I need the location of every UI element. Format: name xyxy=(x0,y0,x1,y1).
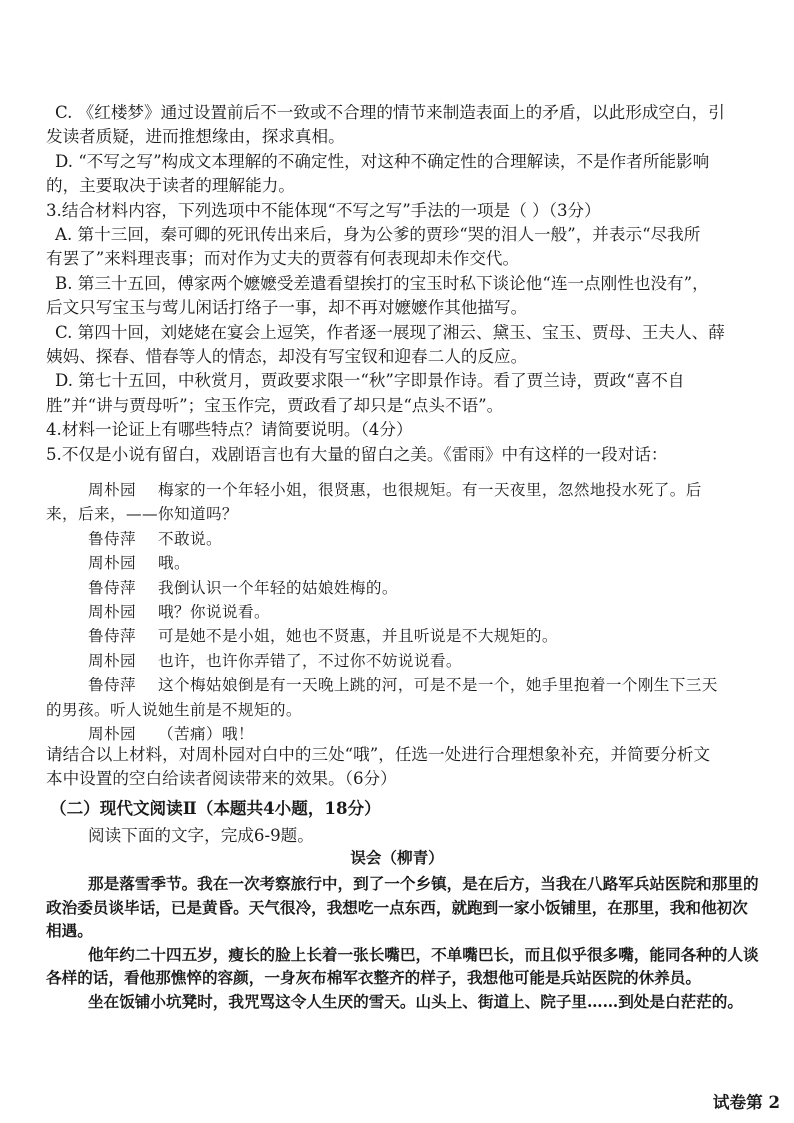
dialogue-text: 这个梅姑娘倒是有一天晚上跳的河，可是不是一个，她手里抱着一个刚生下三天 xyxy=(158,676,718,695)
speaker-name: 周朴园 xyxy=(88,603,136,622)
dialogue-line xyxy=(46,576,762,600)
speaker-name: 周朴园 xyxy=(88,651,136,670)
reading-instruction: 阅读下面的文字，完成6-9题。 xyxy=(88,826,314,845)
dialogue-text: 哦？你说说看。 xyxy=(158,603,270,622)
question-5-task-line2: 本中设置的空白给读者阅读带来的效果。（6分） xyxy=(46,769,397,789)
dialogue-text: 不敢说。 xyxy=(158,529,222,548)
speaker-name: 周朴园 xyxy=(88,554,136,573)
question-4: 4.材料一论证上有哪些特点？请简要说明。（4分） xyxy=(46,420,413,440)
option-q2-d-line2: 的，主要取决于读者的理解能力。 xyxy=(46,176,295,196)
question-5-task-line1: 请结合以上材料，对周朴园对白中的三处“哦”，任选一处进行合理想象补充，并简要分析文 xyxy=(46,745,711,764)
speaker-name: 周朴园 xyxy=(88,725,136,744)
question-block-upper xyxy=(46,101,766,467)
dialogue-line xyxy=(46,600,762,624)
dialogue-text: 也许，也许你弄错了，不过你不妨说说看。 xyxy=(158,651,462,670)
speaker-name: 鲁侍萍 xyxy=(88,529,136,548)
dialogue-text: 的男孩。听人说她生前是不规矩的。 xyxy=(46,700,302,719)
dialogue-line xyxy=(46,673,762,697)
dialogue-text: （苦痛）哦！ xyxy=(158,725,254,744)
dialogue-text: 哦。 xyxy=(158,554,190,573)
question-5-task xyxy=(46,743,764,792)
option-q2-d-line1: D. “不写之写”构成文本理解的不确定性，对这种不确定性的合理解读，不是作者所能影响 xyxy=(55,151,710,171)
story-title: 误会（柳青） xyxy=(350,848,444,867)
speaker-name: 鲁侍萍 xyxy=(88,578,136,597)
option-q3-d-line1: D. 第七十五回，中秋赏月，贾政要求限一“秋”字即景作诗。看了贾兰诗，贾政“喜不自 xyxy=(55,371,685,391)
section-title: （二）现代文阅读Ⅱ（本题共4小题，18分） xyxy=(50,798,381,818)
option-q3-c-line2: 姨妈、探春、惜春等人的情态，却没有写宝钗和迎春二人的反应。 xyxy=(46,347,528,367)
story-paragraph: 那是落雪季节。我在一次考察旅行中，到了一个乡镇，是在后方，当我在八路军兵站医院和那里的政治委员谈毕话，已是黄昏。天气很冷，我想吃一点东西，就跑到一家小饭铺里，在那里，我和他初次相遇。 xyxy=(46,874,759,941)
speaker-name: 周朴园 xyxy=(88,481,136,499)
story-body xyxy=(46,872,762,1014)
option-q3-a-line2: 有罢了”来料理丧事；而对作为丈夫的贾蓉有何表现却未作交代。 xyxy=(46,249,520,269)
option-q3-a-line1: A. 第十三回，秦可卿的死讯传出来后，身为公爹的贾珍“哭的泪人一般”，并表示“尽我所 xyxy=(55,225,701,245)
page-footer: 试卷第 2 xyxy=(712,1092,780,1112)
dialogue-text: 来，后来，——你知道吗？ xyxy=(46,505,238,524)
dialogue-text: 我倒认识一个年轻的姑娘姓梅的。 xyxy=(158,578,398,597)
story-paragraph: 坐在饭铺小坑凳时，我咒骂这令人生厌的雪天。山头上、街道上、院子里……到处是白茫茫的。 xyxy=(88,991,743,1011)
option-q3-b-line2: 后文只写宝玉与莺儿闲话打络子一事，却不再对嬷嬷作其他描写。 xyxy=(46,298,528,318)
dialogue-line xyxy=(46,698,762,722)
dialogue-line xyxy=(46,502,762,526)
dialogue-line xyxy=(46,478,762,502)
dialogue-line xyxy=(46,624,762,648)
dialogue-line xyxy=(46,649,762,673)
option-q3-b-line1: B. 第三十五回，傅家两个嬷嬷受差遣看望挨打的宝玉时私下谈论他“连一点刚性也没有”， xyxy=(55,273,709,293)
dialogue-text: 可是她不是小姐，她也不贤惠，并且听说是不大规矩的。 xyxy=(158,627,558,646)
option-q3-c-line1: C. 第四十回，刘姥姥在宴会上逗笑，作者逐一展现了湘云、黛玉、宝玉、贾母、王夫人、薛 xyxy=(55,322,725,342)
speaker-name: 鲁侍萍 xyxy=(88,676,136,695)
speaker-name: 鲁侍萍 xyxy=(88,627,136,646)
dialogue-text: 梅家的一个年轻小姐，很贤惠，也很规矩。有一天夜里，忽然地投水死了。后 xyxy=(158,481,702,499)
option-q2-c-line1: C. 《红楼梦》通过设置前后不一致或不合理的情节来制造表面上的矛盾，以此形成空白，引 xyxy=(55,103,725,122)
question-5: 5.不仅是小说有留白，戏剧语言也有大量的留白之美。《雷雨》中有这样的一段对话： xyxy=(46,444,668,464)
drama-dialogue xyxy=(46,478,762,746)
question-3-stem: 3.结合材料内容，下列选项中不能体现“不写之写”手法的一项是（ ）（3分） xyxy=(46,200,601,220)
option-q3-d-line2: 胜”并“讲与贾母听”；宝玉作完，贾政看了却只是“点头不语”。 xyxy=(46,395,504,415)
option-q2-c-line2: 发读者质疑，进而推想缘由，探求真相。 xyxy=(46,127,345,147)
dialogue-line xyxy=(46,551,762,575)
dialogue-line xyxy=(46,527,762,551)
story-paragraph: 他年约二十四五岁，瘦长的脸上长着一张长嘴巴，不单嘴巴长，而且似乎很多嘴，能同各种的人谈各样的话，看他那憔悴的容颜，一身灰布棉军衣整齐的样子，我想他可能是兵站医院的休养员。 xyxy=(46,944,759,988)
